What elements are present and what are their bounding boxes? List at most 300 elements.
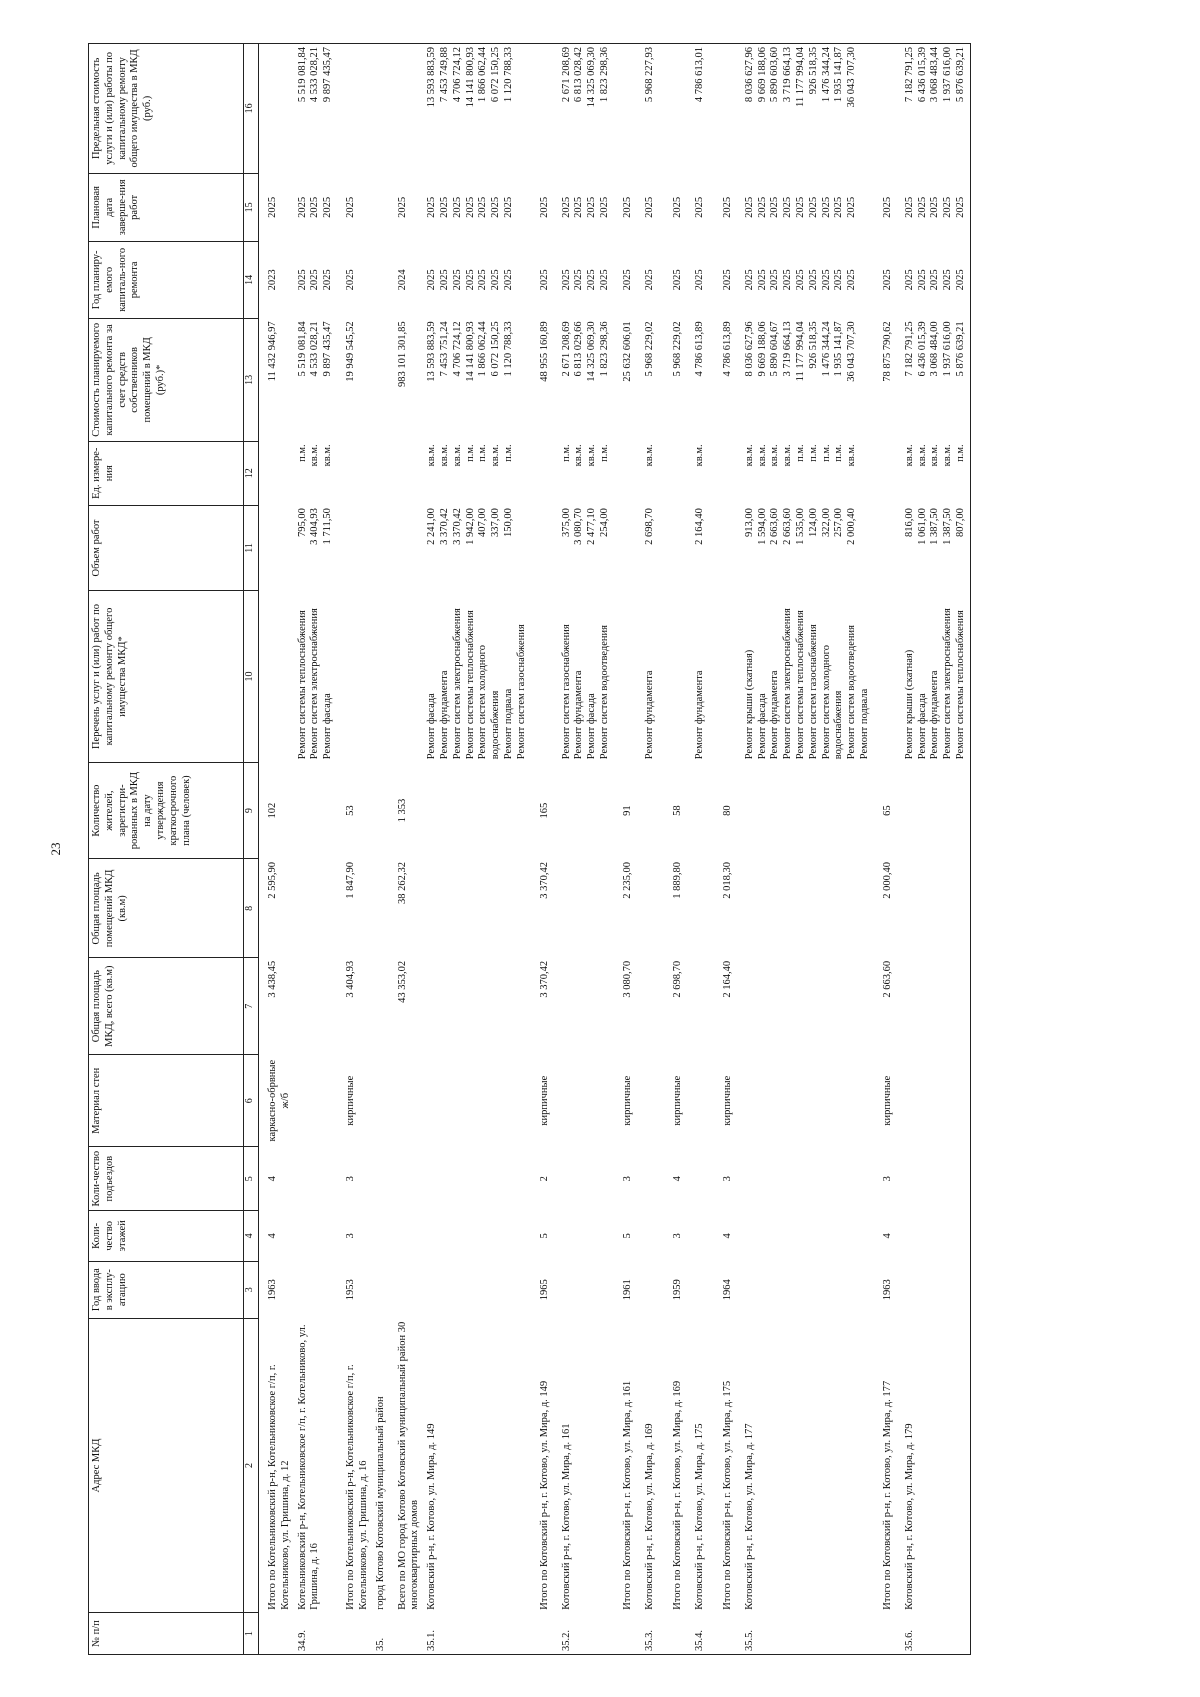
- cell-line: 2025: [477, 196, 489, 218]
- cell-vol: [742, 505, 874, 591]
- cell-unit: [559, 441, 614, 505]
- cell-residents: [742, 762, 874, 859]
- cell-line: 2025: [586, 269, 598, 291]
- column-number: 14: [244, 241, 259, 318]
- cell-year: [692, 1261, 714, 1318]
- cell-line: 1 942,00: [464, 508, 476, 545]
- cell-line: п.м.: [954, 444, 966, 462]
- cell-walls: [742, 1055, 874, 1147]
- cell-line: 1 476 344,24: [820, 321, 832, 377]
- cell-entr: [742, 1147, 874, 1211]
- cell-area-total: [742, 958, 874, 1055]
- cell-line: 2025: [929, 196, 941, 218]
- cell-line: 2025: [942, 269, 954, 291]
- table-row: [531, 44, 559, 1655]
- cell-line: 9 669 188,06: [756, 321, 768, 377]
- cell-works: [874, 591, 902, 762]
- cell-no: [664, 1613, 692, 1655]
- cell-line: 2025: [954, 269, 966, 291]
- cell-entr: 4: [671, 1176, 683, 1182]
- header-cell: Перечень услуг и (или) работ по капитальному ремонту общего имущества МКД*: [89, 591, 244, 762]
- cell-limit: 5 968 227,93: [642, 44, 664, 174]
- cell-line: 337,00: [490, 508, 502, 537]
- cell-area-prem: [373, 859, 395, 958]
- cell-line: 7 182 791,25: [903, 47, 915, 103]
- cell-line: Ремонт системы теплоснабжения: [296, 610, 308, 760]
- cell-area-total: 3 370,42: [538, 960, 550, 998]
- cell-line: 5 876 639,21: [954, 47, 966, 103]
- cell-plan-year: 2025: [538, 269, 550, 291]
- cell-entr: 3: [721, 1176, 733, 1182]
- cell-line: 2025: [309, 269, 321, 291]
- cell-no: 35.3.: [642, 1613, 664, 1655]
- header-cell: Год ввода в эксплу-атацию: [89, 1261, 244, 1318]
- cell-line: Ремонт фундамента: [929, 670, 941, 760]
- cell-line: Ремонт систем газоснабжения: [807, 624, 819, 760]
- cell-line: 7 182 791,25: [903, 321, 915, 377]
- cell-line: 2025: [807, 269, 819, 291]
- cell-line: 2025: [782, 196, 794, 218]
- cell-cost: [373, 318, 395, 441]
- cell-plan-year: 2025: [693, 269, 705, 291]
- cell-line: кв.м.: [322, 444, 334, 467]
- cell-year: [395, 1261, 425, 1318]
- table-row: [424, 44, 530, 1655]
- cell-floors: [424, 1211, 530, 1262]
- cell-works: Ремонт фундамента: [643, 670, 655, 760]
- column-number: 7: [244, 958, 259, 1055]
- cell-unit: [531, 441, 559, 505]
- cell-line: кв.м.: [846, 444, 858, 467]
- cell-line: Ремонт фундамента: [769, 670, 781, 760]
- cell-line: 2025: [820, 196, 832, 218]
- cell-plan-year: 2023: [267, 269, 278, 291]
- cell-cost: [742, 318, 874, 441]
- header-cell: Стоимость планируемого капитального ремонта за счет средств собственников помещений в МКД (руб.)*: [89, 318, 244, 441]
- cell-cost: 25 632 606,01: [621, 321, 633, 382]
- cell-end-date: [373, 173, 395, 241]
- cell-cost: 4 786 613,89: [693, 321, 705, 377]
- cell-limit: [614, 44, 642, 174]
- cell-works: [395, 591, 425, 762]
- cell-entr: [642, 1147, 664, 1211]
- cell-area-prem: [295, 859, 337, 958]
- cell-works: [424, 591, 530, 762]
- cell-area-prem: [424, 859, 530, 958]
- cell-line: 6 072 150,25: [490, 321, 502, 377]
- cell-line: кв.м.: [309, 444, 321, 467]
- cell-entr: [692, 1147, 714, 1211]
- cell-limit: 4 786 613,01: [692, 44, 714, 174]
- cell-line: 3 370,42: [438, 508, 450, 545]
- cell-entr: 3: [881, 1176, 893, 1182]
- cell-vol: [373, 505, 395, 591]
- cell-cost: [902, 318, 970, 441]
- cell-vol: [902, 505, 970, 591]
- cell-line: 1 594,00: [756, 508, 768, 545]
- cell-line: Ремонт систем электроснабжения: [309, 608, 321, 760]
- header-cell: № п/п: [89, 1613, 244, 1655]
- cell-line: 2025: [464, 196, 476, 218]
- cell-plan-year: 2025: [671, 269, 683, 291]
- cell-line: Ремонт фасада: [756, 693, 768, 760]
- cell-vol: 2 164,40: [693, 508, 705, 545]
- cell-line: кв.м.: [929, 444, 941, 467]
- cell-addr: Итого по Котельниковский р-н, Котельниковское г/п, г. Котельниково, ул. Гришина, д. 16: [344, 1364, 369, 1610]
- cell-line: 124,00: [807, 508, 819, 537]
- cell-addr: Котовский р-н, г. Котово, ул. Мира, д. 177: [743, 1423, 755, 1610]
- cell-entr: 3: [621, 1176, 633, 1182]
- cell-line: 5 876 639,21: [954, 321, 966, 377]
- cell-plan-year: [559, 241, 614, 318]
- cell-area-total: 43 353,02: [396, 960, 408, 1003]
- cell-year: 1965: [538, 1279, 550, 1301]
- cell-line: 2025: [438, 196, 450, 218]
- header-cell: Предельная стоимость услуги и (или) работы по капитальному ремонту общего имущества в МКД (руб.): [89, 44, 244, 174]
- column-number: 8: [244, 859, 259, 958]
- cell-line: кв.м.: [573, 444, 585, 467]
- cell-vol: [559, 505, 614, 591]
- cell-line: 7 453 751,24: [438, 321, 450, 377]
- column-number: 4: [244, 1211, 259, 1262]
- cell-cost: 4 786 613,89: [721, 321, 733, 377]
- cell-residents: 80: [721, 805, 733, 816]
- cell-line: 2 671 208,69: [560, 47, 572, 103]
- cell-line: 11 177 994,04: [794, 321, 806, 382]
- cell-line: 2025: [560, 196, 572, 218]
- cell-cost: 983 101 301,85: [396, 321, 408, 387]
- cell-cost: 78 875 790,62: [881, 321, 893, 382]
- cell-line: 2025: [573, 269, 585, 291]
- cell-line: 816,00: [903, 508, 915, 537]
- cell-addr: Котовский р-н, г. Котово, ул. Мира, д. 149: [426, 1423, 438, 1610]
- cell-line: 14 325 069,30: [586, 321, 598, 382]
- cell-line: 13 593 883,59: [426, 47, 438, 108]
- cell-residents: [692, 762, 714, 859]
- cell-area-prem: 1 889,80: [671, 861, 683, 899]
- cell-vol: [337, 505, 373, 591]
- cell-vol: [295, 505, 337, 591]
- cell-year: [642, 1261, 664, 1318]
- cell-line: кв.м.: [942, 444, 954, 467]
- cell-cost: [559, 318, 614, 441]
- cell-floors: [692, 1211, 714, 1262]
- cell-no: 35.2.: [559, 1613, 614, 1655]
- cell-line: 2025: [490, 196, 502, 218]
- cell-entr: [424, 1147, 530, 1211]
- cell-unit: [874, 441, 902, 505]
- cell-line: 2025: [586, 196, 598, 218]
- cell-line: 1 823 298,36: [598, 321, 610, 377]
- cell-line: 2025: [820, 269, 832, 291]
- cell-line: 2 000,40: [846, 508, 858, 545]
- cell-line: 2025: [782, 269, 794, 291]
- cell-vol: 2 698,70: [643, 508, 655, 545]
- cell-year: 1961: [621, 1279, 633, 1301]
- cell-line: 2025: [560, 269, 572, 291]
- cell-line: 6 072 150,25: [490, 47, 502, 103]
- cell-limit: [714, 44, 742, 174]
- column-number: 2: [244, 1318, 259, 1613]
- cell-no: 35.5.: [742, 1613, 874, 1655]
- cell-area-prem: [902, 859, 970, 958]
- cell-end-date: 2025: [721, 196, 733, 218]
- cell-line: 6 813 029,66: [573, 321, 585, 377]
- column-number: 15: [244, 173, 259, 241]
- cell-area-prem: 2 235,00: [621, 861, 633, 899]
- cell-area-total: 3 438,45: [267, 960, 278, 998]
- cell-line: Ремонт системы теплоснабжения: [464, 610, 476, 760]
- cell-line: 2025: [807, 196, 819, 218]
- cell-residents: 53: [344, 805, 356, 816]
- cell-line: 9 897 435,47: [322, 47, 334, 103]
- cell-works: [259, 591, 295, 762]
- cell-line: 5 890 603,60: [769, 47, 781, 103]
- cell-line: 6 436 015,39: [916, 47, 928, 103]
- header-cell: Коли-чество подъездов: [89, 1147, 244, 1211]
- cell-line: 2025: [426, 196, 438, 218]
- cell-residents: 1 353: [396, 798, 408, 823]
- cell-addr: Итого по Котовский р-н, г. Котово, ул. Мира, д. 149: [538, 1380, 550, 1610]
- cell-line: 2025: [502, 196, 514, 218]
- cell-year: 1963: [267, 1279, 278, 1301]
- cell-addr: Котельниковский р-н, Котельниковское г/п, г. Котельниково, ул. Гришина, д. 16: [296, 1324, 321, 1610]
- cell-line: 807,00: [954, 508, 966, 537]
- cell-line: 1 535,00: [794, 508, 806, 545]
- cell-line: 1 935 141,87: [833, 321, 845, 377]
- cell-floors: 4: [881, 1233, 893, 1239]
- cell-end-date: 2025: [693, 196, 705, 218]
- cell-limit: [664, 44, 692, 174]
- cell-line: 322,00: [820, 508, 832, 537]
- column-number: 10: [244, 591, 259, 762]
- cell-plan-year: 2025: [643, 269, 655, 291]
- cell-line: 1 711,50: [322, 508, 334, 545]
- cell-year: [902, 1261, 970, 1318]
- cell-limit: [295, 44, 337, 174]
- cell-plan-year: 2025: [881, 269, 893, 291]
- cell-line: 2 663,60: [769, 508, 781, 545]
- cell-no: [395, 1613, 425, 1655]
- cell-line: 8 036 627,96: [743, 47, 755, 103]
- cell-unit: [373, 441, 395, 505]
- cell-unit: [714, 441, 742, 505]
- cell-residents: 102: [267, 802, 278, 819]
- table-row: [373, 44, 395, 1655]
- cell-year: [559, 1261, 614, 1318]
- cell-line: 2025: [502, 269, 514, 291]
- cell-line: 2025: [756, 196, 768, 218]
- cell-line: кв.м.: [756, 444, 768, 467]
- cell-area-prem: 38 262,32: [396, 861, 408, 904]
- cell-line: 257,00: [833, 508, 845, 537]
- cell-line: 2025: [296, 269, 308, 291]
- cell-area-prem: 2 018,30: [721, 861, 733, 899]
- cell-cost: 19 949 545,52: [344, 321, 356, 382]
- cell-year: 1963: [881, 1279, 893, 1301]
- cell-line: кв.м.: [451, 444, 463, 467]
- cell-line: 2025: [296, 196, 308, 218]
- cell-walls: [395, 1055, 425, 1147]
- cell-line: 1 866 062,44: [477, 321, 489, 377]
- table-row: [614, 44, 642, 1655]
- cell-line: 5 519 081,84: [296, 47, 308, 103]
- cell-unit: [337, 441, 373, 505]
- cell-plan-year: [295, 241, 337, 318]
- cell-line: 5 890 604,67: [769, 321, 781, 377]
- cell-unit: [295, 441, 337, 505]
- cell-line: 2025: [769, 269, 781, 291]
- cell-residents: 91: [621, 805, 633, 816]
- cell-line: Ремонт систем газоснабжения: [515, 624, 527, 760]
- cell-line: 1 120 788,33: [502, 321, 514, 377]
- cell-line: Ремонт систем холодного водоснабжения: [820, 645, 845, 760]
- cell-area-total: [902, 958, 970, 1055]
- cell-vol: [664, 505, 692, 591]
- cell-line: 1 387,50: [942, 508, 954, 545]
- cell-entr: 4: [267, 1176, 278, 1182]
- cell-no: [337, 1613, 373, 1655]
- capital-repair-table: [88, 43, 971, 1655]
- cell-no: 35.: [373, 1613, 395, 1655]
- cell-limit: [559, 44, 614, 174]
- cell-line: 4 706 724,12: [451, 47, 463, 103]
- cell-line: 2025: [598, 196, 610, 218]
- cell-end-date: 2025: [621, 196, 633, 218]
- cell-line: 375,00: [560, 508, 572, 537]
- cell-residents: [559, 762, 614, 859]
- cell-plan-year: [373, 241, 395, 318]
- cell-line: 2025: [756, 269, 768, 291]
- cell-walls: [902, 1055, 970, 1147]
- cell-no: 34.9.: [295, 1613, 337, 1655]
- header-row: [89, 44, 244, 1655]
- cell-floors: 5: [538, 1233, 550, 1239]
- table-row: [295, 44, 337, 1655]
- cell-line: 2 663,60: [782, 508, 794, 545]
- cell-line: 1 061,00: [916, 508, 928, 545]
- cell-plan-year: 2025: [344, 269, 356, 291]
- cell-unit: [664, 441, 692, 505]
- cell-plan-year: 2025: [721, 269, 733, 291]
- cell-area-prem: 1 847,90: [344, 861, 356, 899]
- cell-addr: Котовский р-н, г. Котово, ул. Мира, д. 169: [643, 1423, 655, 1610]
- cell-limit: [902, 44, 970, 174]
- cell-line: 1 387,50: [929, 508, 941, 545]
- cell-year: [295, 1261, 337, 1318]
- cell-limit: [373, 44, 395, 174]
- cell-line: Ремонт систем электроснабжения: [942, 608, 954, 760]
- cell-cost: 5 968 229,02: [643, 321, 655, 377]
- cell-line: 2025: [322, 196, 334, 218]
- cell-floors: [642, 1211, 664, 1262]
- cell-line: п.м.: [598, 444, 610, 462]
- cell-line: 2025: [929, 269, 941, 291]
- header-cell: Количество жителей, зарегистри-рованных в МКД на дату утверждения краткосрочного плана (человек): [89, 762, 244, 859]
- column-number: 16: [244, 44, 259, 174]
- cell-addr: Итого по Котовский р-н, г. Котово, ул. Мира, д. 169: [671, 1380, 683, 1610]
- cell-line: 2025: [833, 196, 845, 218]
- cell-no: [614, 1613, 642, 1655]
- cell-line: 1 866 062,44: [477, 47, 489, 103]
- cell-line: 2025: [942, 196, 954, 218]
- cell-vol: [874, 505, 902, 591]
- cell-end-date: [742, 173, 874, 241]
- cell-line: 2025: [451, 269, 463, 291]
- cell-walls: [295, 1055, 337, 1147]
- cell-plan-year: 2024: [396, 269, 408, 291]
- cell-line: 4 706 724,12: [451, 321, 463, 377]
- cell-walls: [642, 1055, 664, 1147]
- cell-floors: [742, 1211, 874, 1262]
- header-cell: Ед. измере-ния: [89, 441, 244, 505]
- cell-line: п.м.: [833, 444, 845, 462]
- cell-end-date: 2025: [538, 196, 550, 218]
- cell-walls: [559, 1055, 614, 1147]
- cell-addr: Котовский р-н, г. Котово, ул. Мира, д. 175: [693, 1423, 705, 1610]
- cell-line: 2 477,10: [586, 508, 598, 545]
- cell-end-date: [424, 173, 530, 241]
- column-number: 12: [244, 441, 259, 505]
- cell-works: [373, 591, 395, 762]
- cell-line: 926 518,35: [807, 47, 819, 95]
- cell-unit: [614, 441, 642, 505]
- cell-residents: [902, 762, 970, 859]
- cell-works: [902, 591, 970, 762]
- cell-floors: [559, 1211, 614, 1262]
- cell-line: Ремонт системы теплоснабжения: [954, 610, 966, 760]
- cell-unit: [742, 441, 874, 505]
- table-row: [337, 44, 373, 1655]
- cell-works: [295, 591, 337, 762]
- cell-floors: [295, 1211, 337, 1262]
- cell-line: Ремонт фасада: [586, 693, 598, 760]
- cell-line: 5 519 081,84: [296, 321, 308, 377]
- cell-unit: [395, 441, 425, 505]
- cell-walls: кирпичные: [671, 1075, 683, 1126]
- cell-residents: 65: [881, 805, 893, 816]
- cell-limit: [874, 44, 902, 174]
- cell-addr: Итого по Котовский р-н, г. Котово, ул. Мира, д. 175: [721, 1380, 733, 1610]
- cell-line: п.м.: [502, 444, 514, 462]
- cell-area-prem: [559, 859, 614, 958]
- cell-vol: [424, 505, 530, 591]
- cell-line: Ремонт систем электроснабжения: [782, 608, 794, 760]
- column-number-row: [244, 44, 259, 1655]
- cell-addr: Котовский р-н, г. Котово, ул. Мира, д. 179: [902, 1318, 970, 1613]
- cell-line: 3 080,70: [573, 508, 585, 545]
- column-number: 3: [244, 1261, 259, 1318]
- cell-line: 3 068 483,44: [929, 47, 941, 103]
- cell-line: 2025: [490, 269, 502, 291]
- cell-plan-year: [424, 241, 530, 318]
- cell-line: 9 669 188,06: [756, 47, 768, 103]
- cell-walls: каркасно-обрвные ж/б: [267, 1059, 291, 1142]
- cell-works: Ремонт фундамента: [693, 670, 705, 760]
- cell-works: [614, 591, 642, 762]
- cell-line: 407,00: [477, 508, 489, 537]
- cell-year: [742, 1261, 874, 1318]
- cell-limit: [424, 44, 530, 174]
- cell-limit: [337, 44, 373, 174]
- cell-floors: [395, 1211, 425, 1262]
- cell-line: 2025: [598, 269, 610, 291]
- cell-walls: [373, 1055, 395, 1147]
- cell-no: 35.4.: [692, 1613, 714, 1655]
- cell-unit: [424, 441, 530, 505]
- cell-floors: 3: [344, 1233, 356, 1239]
- header-cell: Общая площадь МКД, всего (кв.м): [89, 958, 244, 1055]
